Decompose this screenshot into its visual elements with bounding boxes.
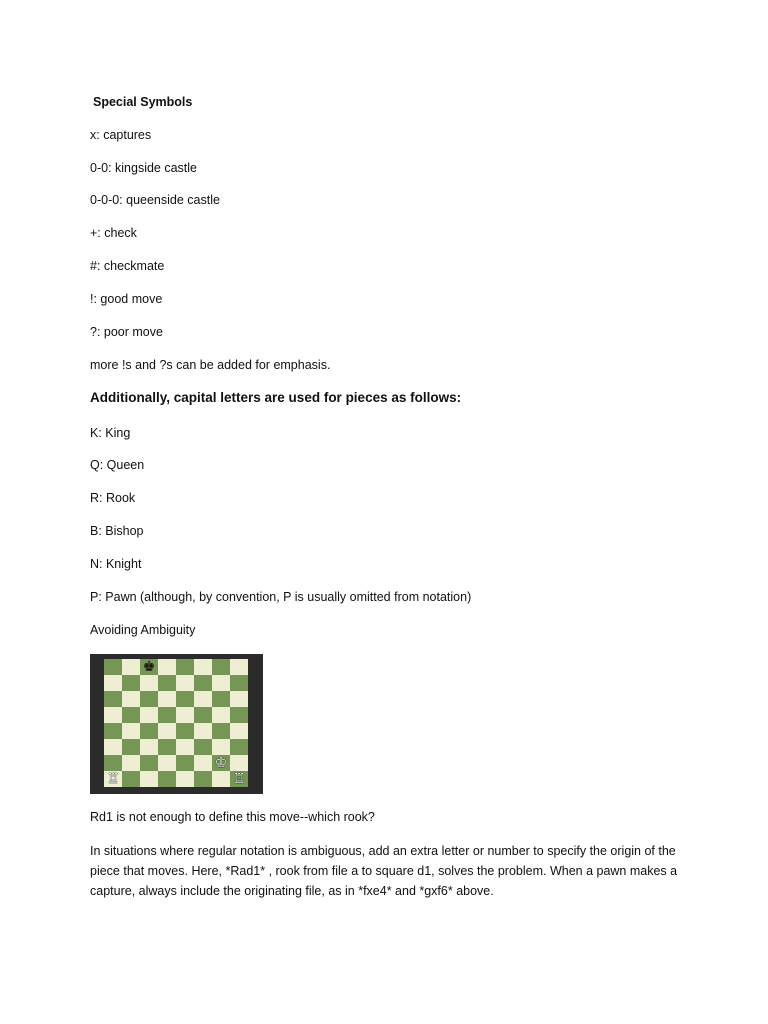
square-a6 bbox=[104, 691, 122, 707]
square-g3 bbox=[212, 739, 230, 755]
square-h4 bbox=[230, 723, 248, 739]
square-f8 bbox=[194, 659, 212, 675]
symbol-item-good-move: !: good move bbox=[90, 292, 163, 306]
square-d4 bbox=[158, 723, 176, 739]
chess-board bbox=[104, 659, 248, 787]
square-c8 bbox=[140, 659, 158, 675]
square-a4 bbox=[104, 723, 122, 739]
square-h1 bbox=[230, 771, 248, 787]
square-d5 bbox=[158, 707, 176, 723]
square-b3 bbox=[122, 739, 140, 755]
symbol-item-captures: x: captures bbox=[90, 128, 152, 142]
square-d6 bbox=[158, 691, 176, 707]
square-g8 bbox=[212, 659, 230, 675]
square-e2 bbox=[176, 755, 194, 771]
square-d1 bbox=[158, 771, 176, 787]
square-e1 bbox=[176, 771, 194, 787]
symbol-item-queenside-castle: 0-0-0: queenside castle bbox=[90, 193, 220, 207]
white-rook-piece: ♖ bbox=[232, 771, 246, 787]
symbol-item-emphasis-note: more !s and ?s can be added for emphasis. bbox=[90, 358, 331, 372]
black-king-piece: ♚ bbox=[142, 659, 156, 675]
square-c1 bbox=[140, 771, 158, 787]
square-c4 bbox=[140, 723, 158, 739]
square-e3 bbox=[176, 739, 194, 755]
square-c5 bbox=[140, 707, 158, 723]
square-e5 bbox=[176, 707, 194, 723]
special-symbols-title: Special Symbols bbox=[93, 95, 193, 109]
square-c2 bbox=[140, 755, 158, 771]
square-b4 bbox=[122, 723, 140, 739]
symbol-item-check: +: check bbox=[90, 226, 137, 240]
square-h5 bbox=[230, 707, 248, 723]
square-h6 bbox=[230, 691, 248, 707]
square-b5 bbox=[122, 707, 140, 723]
square-a1 bbox=[104, 771, 122, 787]
square-e6 bbox=[176, 691, 194, 707]
square-d7 bbox=[158, 675, 176, 691]
square-g4 bbox=[212, 723, 230, 739]
chess-diagram bbox=[90, 654, 263, 794]
square-h7 bbox=[230, 675, 248, 691]
square-f2 bbox=[194, 755, 212, 771]
square-g2 bbox=[212, 755, 230, 771]
square-b6 bbox=[122, 691, 140, 707]
square-f4 bbox=[194, 723, 212, 739]
pieces-heading: Additionally, capital letters are used for pieces as follows: bbox=[90, 390, 462, 405]
piece-item-knight: N: Knight bbox=[90, 557, 142, 571]
ambiguity-paragraph: In situations where regular notation is ambiguous, add an extra letter or number to specify the origin of the piece that moves. Here, *Rad1* , rook from file a to square d1, solves the problem. When a pawn makes a capture, always include the originating file, as in *fxe4* and *gxf6* above. bbox=[90, 844, 678, 898]
square-g1 bbox=[212, 771, 230, 787]
piece-item-bishop: B: Bishop bbox=[90, 524, 144, 538]
square-a8 bbox=[104, 659, 122, 675]
symbol-item-kingside-castle: 0-0: kingside castle bbox=[90, 161, 198, 175]
square-b2 bbox=[122, 755, 140, 771]
piece-item-pawn: P: Pawn (although, by convention, P is usually omitted from notation) bbox=[90, 590, 472, 604]
square-a3 bbox=[104, 739, 122, 755]
square-f7 bbox=[194, 675, 212, 691]
square-a7 bbox=[104, 675, 122, 691]
square-f6 bbox=[194, 691, 212, 707]
piece-item-queen: Q: Queen bbox=[90, 458, 145, 472]
square-h2 bbox=[230, 755, 248, 771]
piece-item-rook: R: Rook bbox=[90, 491, 136, 505]
square-d3 bbox=[158, 739, 176, 755]
square-e8 bbox=[176, 659, 194, 675]
square-h3 bbox=[230, 739, 248, 755]
square-a5 bbox=[104, 707, 122, 723]
square-f3 bbox=[194, 739, 212, 755]
piece-item-king: K: King bbox=[90, 426, 131, 440]
square-a2 bbox=[104, 755, 122, 771]
white-king-piece: ♔ bbox=[214, 755, 228, 771]
symbol-item-checkmate: #: checkmate bbox=[90, 259, 165, 273]
square-e7 bbox=[176, 675, 194, 691]
white-rook-piece: ♖ bbox=[106, 771, 120, 787]
square-h8 bbox=[230, 659, 248, 675]
square-g5 bbox=[212, 707, 230, 723]
square-g7 bbox=[212, 675, 230, 691]
diagram-caption: Rd1 is not enough to define this move--which rook? bbox=[90, 810, 375, 824]
square-d8 bbox=[158, 659, 176, 675]
square-c7 bbox=[140, 675, 158, 691]
square-b8 bbox=[122, 659, 140, 675]
square-g6 bbox=[212, 691, 230, 707]
square-d2 bbox=[158, 755, 176, 771]
square-c6 bbox=[140, 691, 158, 707]
square-c3 bbox=[140, 739, 158, 755]
avoiding-ambiguity-heading: Avoiding Ambiguity bbox=[90, 623, 196, 637]
square-f5 bbox=[194, 707, 212, 723]
square-f1 bbox=[194, 771, 212, 787]
square-b7 bbox=[122, 675, 140, 691]
square-b1 bbox=[122, 771, 140, 787]
symbol-item-poor-move: ?: poor move bbox=[90, 325, 163, 339]
square-e4 bbox=[176, 723, 194, 739]
